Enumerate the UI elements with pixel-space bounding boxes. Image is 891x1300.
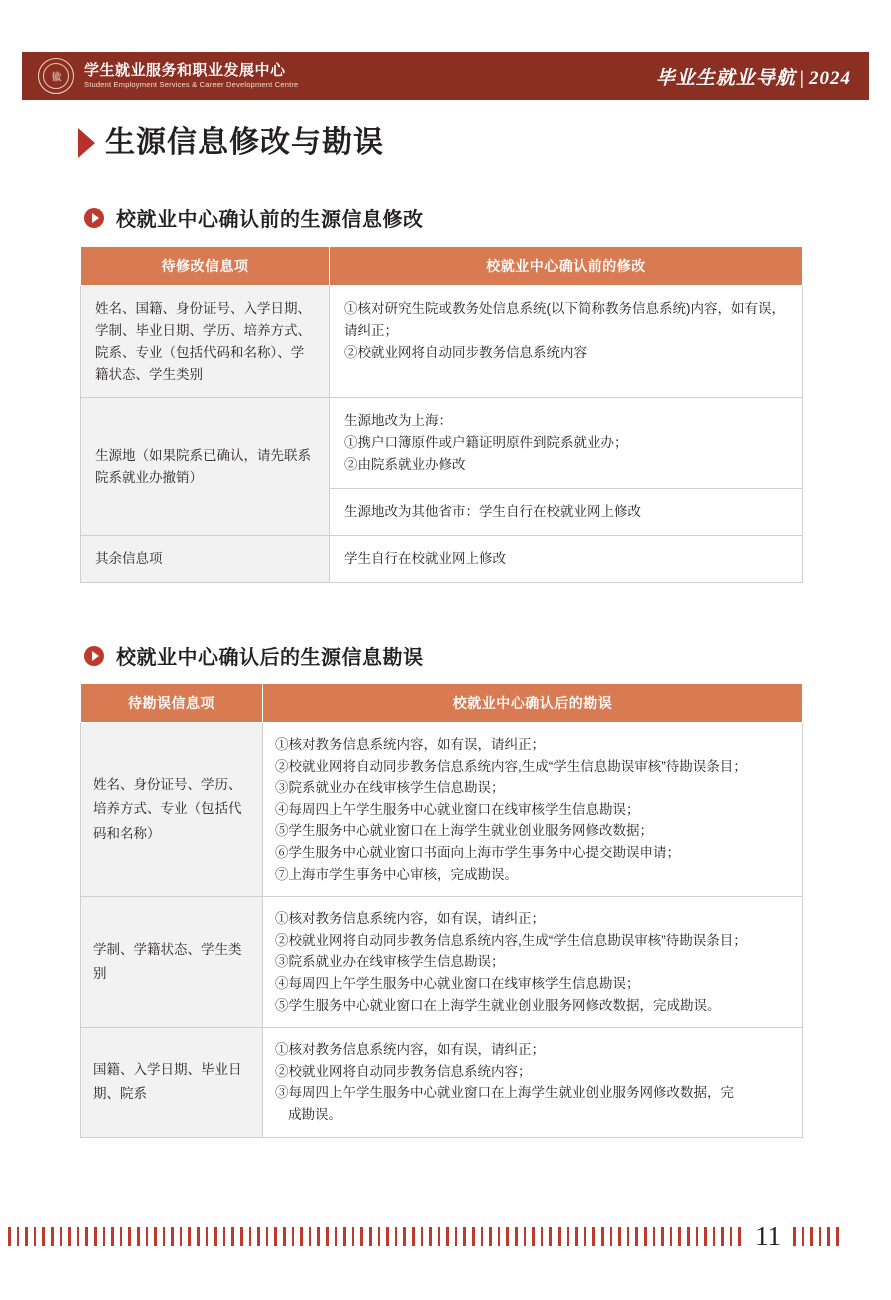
row-label-basic-info: 姓名、国籍、身份证号、入学日期、学制、毕业日期、学历、培养方式、院系、专业（包括代码和名称）、学籍状态、学生类别 xyxy=(81,286,330,398)
content-line: ④每周四上午学生服务中心就业窗口在线审核学生信息勘误； xyxy=(275,801,640,817)
tick-mark xyxy=(274,1227,277,1246)
tick-mark xyxy=(696,1227,699,1246)
content-line: ②校就业网将自动同步教务信息系统内容； xyxy=(275,1063,532,1079)
tick-mark xyxy=(618,1227,621,1246)
tick-mark xyxy=(335,1227,338,1246)
column-header-action: 校就业中心确认后的勘误 xyxy=(263,684,803,723)
tick-mark xyxy=(214,1227,217,1246)
tick-mark xyxy=(188,1227,191,1246)
decorative-tick-strip-left xyxy=(8,1226,741,1246)
tick-mark xyxy=(42,1227,45,1246)
tick-mark xyxy=(283,1227,286,1246)
tick-mark xyxy=(103,1227,106,1246)
row-content-basic-info xyxy=(330,286,803,398)
tick-mark xyxy=(601,1227,604,1246)
tick-mark xyxy=(421,1227,424,1246)
tick-mark xyxy=(231,1227,234,1246)
content-line: ⑥学生服务中心就业窗口书面向上海市学生事务中心提交勘误申请； xyxy=(275,844,680,860)
tick-mark xyxy=(567,1227,570,1246)
tick-mark xyxy=(429,1227,432,1246)
tick-mark xyxy=(412,1227,415,1246)
tick-mark xyxy=(541,1227,544,1246)
content-line: ①核对教务信息系统内容，如有误，请纠正； xyxy=(275,1042,545,1058)
tick-mark xyxy=(627,1227,630,1246)
tick-mark xyxy=(309,1227,312,1246)
tick-mark xyxy=(515,1227,518,1246)
content-line: ①核对研究生院或教务处信息系统(以下简称教务信息系统)内容，如有误，请纠正； xyxy=(344,301,785,338)
tick-mark xyxy=(171,1227,174,1246)
tick-mark xyxy=(713,1227,716,1246)
content-line: ⑤学生服务中心就业窗口在上海学生就业创业服务网修改数据，完成勘误。 xyxy=(275,997,721,1013)
tick-mark xyxy=(446,1227,449,1246)
tick-mark xyxy=(575,1227,578,1246)
tick-mark xyxy=(249,1227,252,1246)
tick-mark xyxy=(8,1227,11,1246)
tick-mark xyxy=(730,1227,733,1246)
tick-mark xyxy=(137,1227,140,1246)
row-content-other-info: 学生自行在校就业网上修改 xyxy=(330,535,803,582)
tick-mark xyxy=(489,1227,492,1246)
tick-mark xyxy=(438,1227,441,1246)
tick-mark xyxy=(51,1227,54,1246)
content-line: ①核对教务信息系统内容，如有误，请纠正； xyxy=(275,911,545,927)
tick-mark xyxy=(463,1227,466,1246)
tick-mark xyxy=(369,1227,372,1246)
header-branding xyxy=(38,58,298,94)
tick-mark xyxy=(343,1227,346,1246)
tick-mark xyxy=(635,1227,638,1246)
tick-mark xyxy=(292,1227,295,1246)
tick-mark xyxy=(60,1227,63,1246)
tick-mark xyxy=(128,1227,131,1246)
table-header-row xyxy=(81,247,803,286)
content-line: ②由院系就业办修改 xyxy=(344,457,466,473)
tick-mark xyxy=(206,1227,209,1246)
page-title: 生源信息修改与勘误 xyxy=(105,126,384,159)
publication-title xyxy=(656,63,851,90)
content-line: ⑤学生服务中心就业窗口在上海学生就业创业服务网修改数据； xyxy=(275,823,653,839)
tick-mark xyxy=(85,1227,88,1246)
content-line: ②校就业网将自动同步教务信息系统内容,生成“学生信息勘误审核”待勘误条目； xyxy=(275,932,747,948)
table-header-row xyxy=(81,684,803,723)
row-label-name-id-degree: 姓名、身份证号、学历、培养方式、专业（包括代码和名称） xyxy=(81,723,263,897)
section-heading-after xyxy=(84,641,424,670)
tick-mark xyxy=(610,1227,613,1246)
column-header-item: 待勘误信息项 xyxy=(81,684,263,723)
tick-mark xyxy=(34,1227,37,1246)
tick-mark xyxy=(819,1227,822,1246)
tick-mark xyxy=(154,1227,157,1246)
section-heading-before xyxy=(84,203,424,232)
column-header-item: 待修改信息项 xyxy=(81,247,330,286)
tick-mark xyxy=(120,1227,123,1246)
row-label-nationality-dates: 国籍、入学日期、毕业日期、院系 xyxy=(81,1028,263,1137)
play-bullet-icon xyxy=(84,208,104,228)
publication-title-cn: 毕业生就业导航 xyxy=(655,67,796,89)
tick-mark xyxy=(721,1227,724,1246)
organization-name-cn: 学生就业服务和职业发展中心 xyxy=(84,62,286,80)
table-after-confirmation xyxy=(80,683,803,1138)
tick-mark xyxy=(180,1227,183,1246)
publication-year: 2024 xyxy=(809,67,851,89)
row-label-origin-place: 生源地（如果院系已确认，请先联系院系就业办撤销） xyxy=(81,398,330,535)
table-row xyxy=(81,897,803,1028)
content-line: ②校就业网将自动同步教务信息系统内容 xyxy=(344,344,587,360)
content-line: ①携户口簿原件或户籍证明原件到院系就业办； xyxy=(344,435,628,451)
tick-mark xyxy=(146,1227,149,1246)
content-line: 生源地改为上海： xyxy=(344,413,452,429)
tick-mark xyxy=(532,1227,535,1246)
tick-mark xyxy=(670,1227,673,1246)
page-title-row xyxy=(78,128,384,158)
tick-mark xyxy=(802,1227,805,1246)
page-footer xyxy=(0,1216,891,1256)
table-before-confirmation xyxy=(80,246,803,583)
tick-mark xyxy=(395,1227,398,1246)
table-row xyxy=(81,723,803,897)
tick-mark xyxy=(386,1227,389,1246)
tick-mark xyxy=(592,1227,595,1246)
decorative-tick-strip-right xyxy=(793,1226,839,1246)
content-line: ①核对教务信息系统内容，如有误，请纠正； xyxy=(275,737,545,752)
section-title-before: 校就业中心确认前的生源信息修改 xyxy=(116,209,424,231)
table-row xyxy=(81,286,803,398)
row-content-name-id-degree xyxy=(263,723,803,897)
tick-mark xyxy=(352,1227,355,1246)
content-line: ⑦上海市学生事务中心审核，完成勘误。 xyxy=(275,866,518,882)
tick-mark xyxy=(77,1227,80,1246)
tick-mark xyxy=(524,1227,527,1246)
row-content-nationality-dates xyxy=(263,1028,803,1137)
tick-mark xyxy=(17,1227,20,1246)
table-row xyxy=(81,398,803,489)
row-content-system-status xyxy=(263,897,803,1028)
tick-mark xyxy=(793,1227,796,1246)
tick-mark xyxy=(836,1227,839,1246)
row-label-system-status: 学制、学籍状态、学生类别 xyxy=(81,897,263,1028)
table-row xyxy=(81,1028,803,1137)
tick-mark xyxy=(240,1227,243,1246)
tick-mark xyxy=(661,1227,664,1246)
tick-mark xyxy=(111,1227,114,1246)
tick-mark xyxy=(678,1227,681,1246)
tick-mark xyxy=(300,1227,303,1246)
content-line: ③每周四上午学生服务中心就业窗口在上海学生就业创业服务网修改数据，完 xyxy=(275,1085,734,1101)
tick-mark xyxy=(558,1227,561,1246)
tick-mark xyxy=(738,1227,741,1246)
tick-mark xyxy=(257,1227,260,1246)
table-row xyxy=(81,535,803,582)
tick-mark xyxy=(687,1227,690,1246)
tick-mark xyxy=(68,1227,71,1246)
column-header-action: 校就业中心确认前的修改 xyxy=(330,247,803,286)
tick-mark xyxy=(378,1227,381,1246)
organization-names xyxy=(84,62,298,90)
tick-mark xyxy=(163,1227,166,1246)
tick-mark xyxy=(653,1227,656,1246)
page-header xyxy=(22,52,869,100)
tick-mark xyxy=(455,1227,458,1246)
seal-mark-label: 徽 xyxy=(51,72,61,84)
tick-mark xyxy=(472,1227,475,1246)
content-line: ③院系就业办在线审核学生信息勘误； xyxy=(275,780,505,796)
arrow-right-icon xyxy=(78,128,95,158)
content-line: 成勘误。 xyxy=(288,1106,342,1122)
play-bullet-icon xyxy=(84,646,104,666)
content-line: ④每周四上午学生服务中心就业窗口在线审核学生信息勘误； xyxy=(275,975,640,991)
tick-mark xyxy=(549,1227,552,1246)
row-content-origin-shanghai xyxy=(330,398,803,489)
tick-mark xyxy=(25,1227,28,1246)
tick-mark xyxy=(827,1227,830,1246)
tick-mark xyxy=(266,1227,269,1246)
tick-mark xyxy=(94,1227,97,1246)
tick-mark xyxy=(197,1227,200,1246)
tick-mark xyxy=(506,1227,509,1246)
content-line: ③院系就业办在线审核学生信息勘误； xyxy=(275,954,505,970)
publication-title-separator: | xyxy=(799,67,805,89)
tick-mark xyxy=(403,1227,406,1246)
tick-mark xyxy=(584,1227,587,1246)
tick-mark xyxy=(810,1227,813,1246)
tick-mark xyxy=(223,1227,226,1246)
page-number: 11 xyxy=(755,1220,782,1251)
row-label-other-info: 其余信息项 xyxy=(81,535,330,582)
tick-mark xyxy=(481,1227,484,1246)
tick-mark xyxy=(704,1227,707,1246)
tick-mark xyxy=(644,1227,647,1246)
university-seal-icon xyxy=(38,58,74,94)
content-line: ②校就业网将自动同步教务信息系统内容,生成“学生信息勘误审核”待勘误条目； xyxy=(275,758,747,774)
section-title-after: 校就业中心确认后的生源信息勘误 xyxy=(116,647,424,669)
tick-mark xyxy=(326,1227,329,1246)
tick-mark xyxy=(498,1227,501,1246)
tick-mark xyxy=(317,1227,320,1246)
row-content-origin-other: 生源地改为其他省市：学生自行在校就业网上修改 xyxy=(330,489,803,536)
organization-name-en: Student Employment Services & Career Development Centre xyxy=(84,80,299,90)
tick-mark xyxy=(360,1227,363,1246)
